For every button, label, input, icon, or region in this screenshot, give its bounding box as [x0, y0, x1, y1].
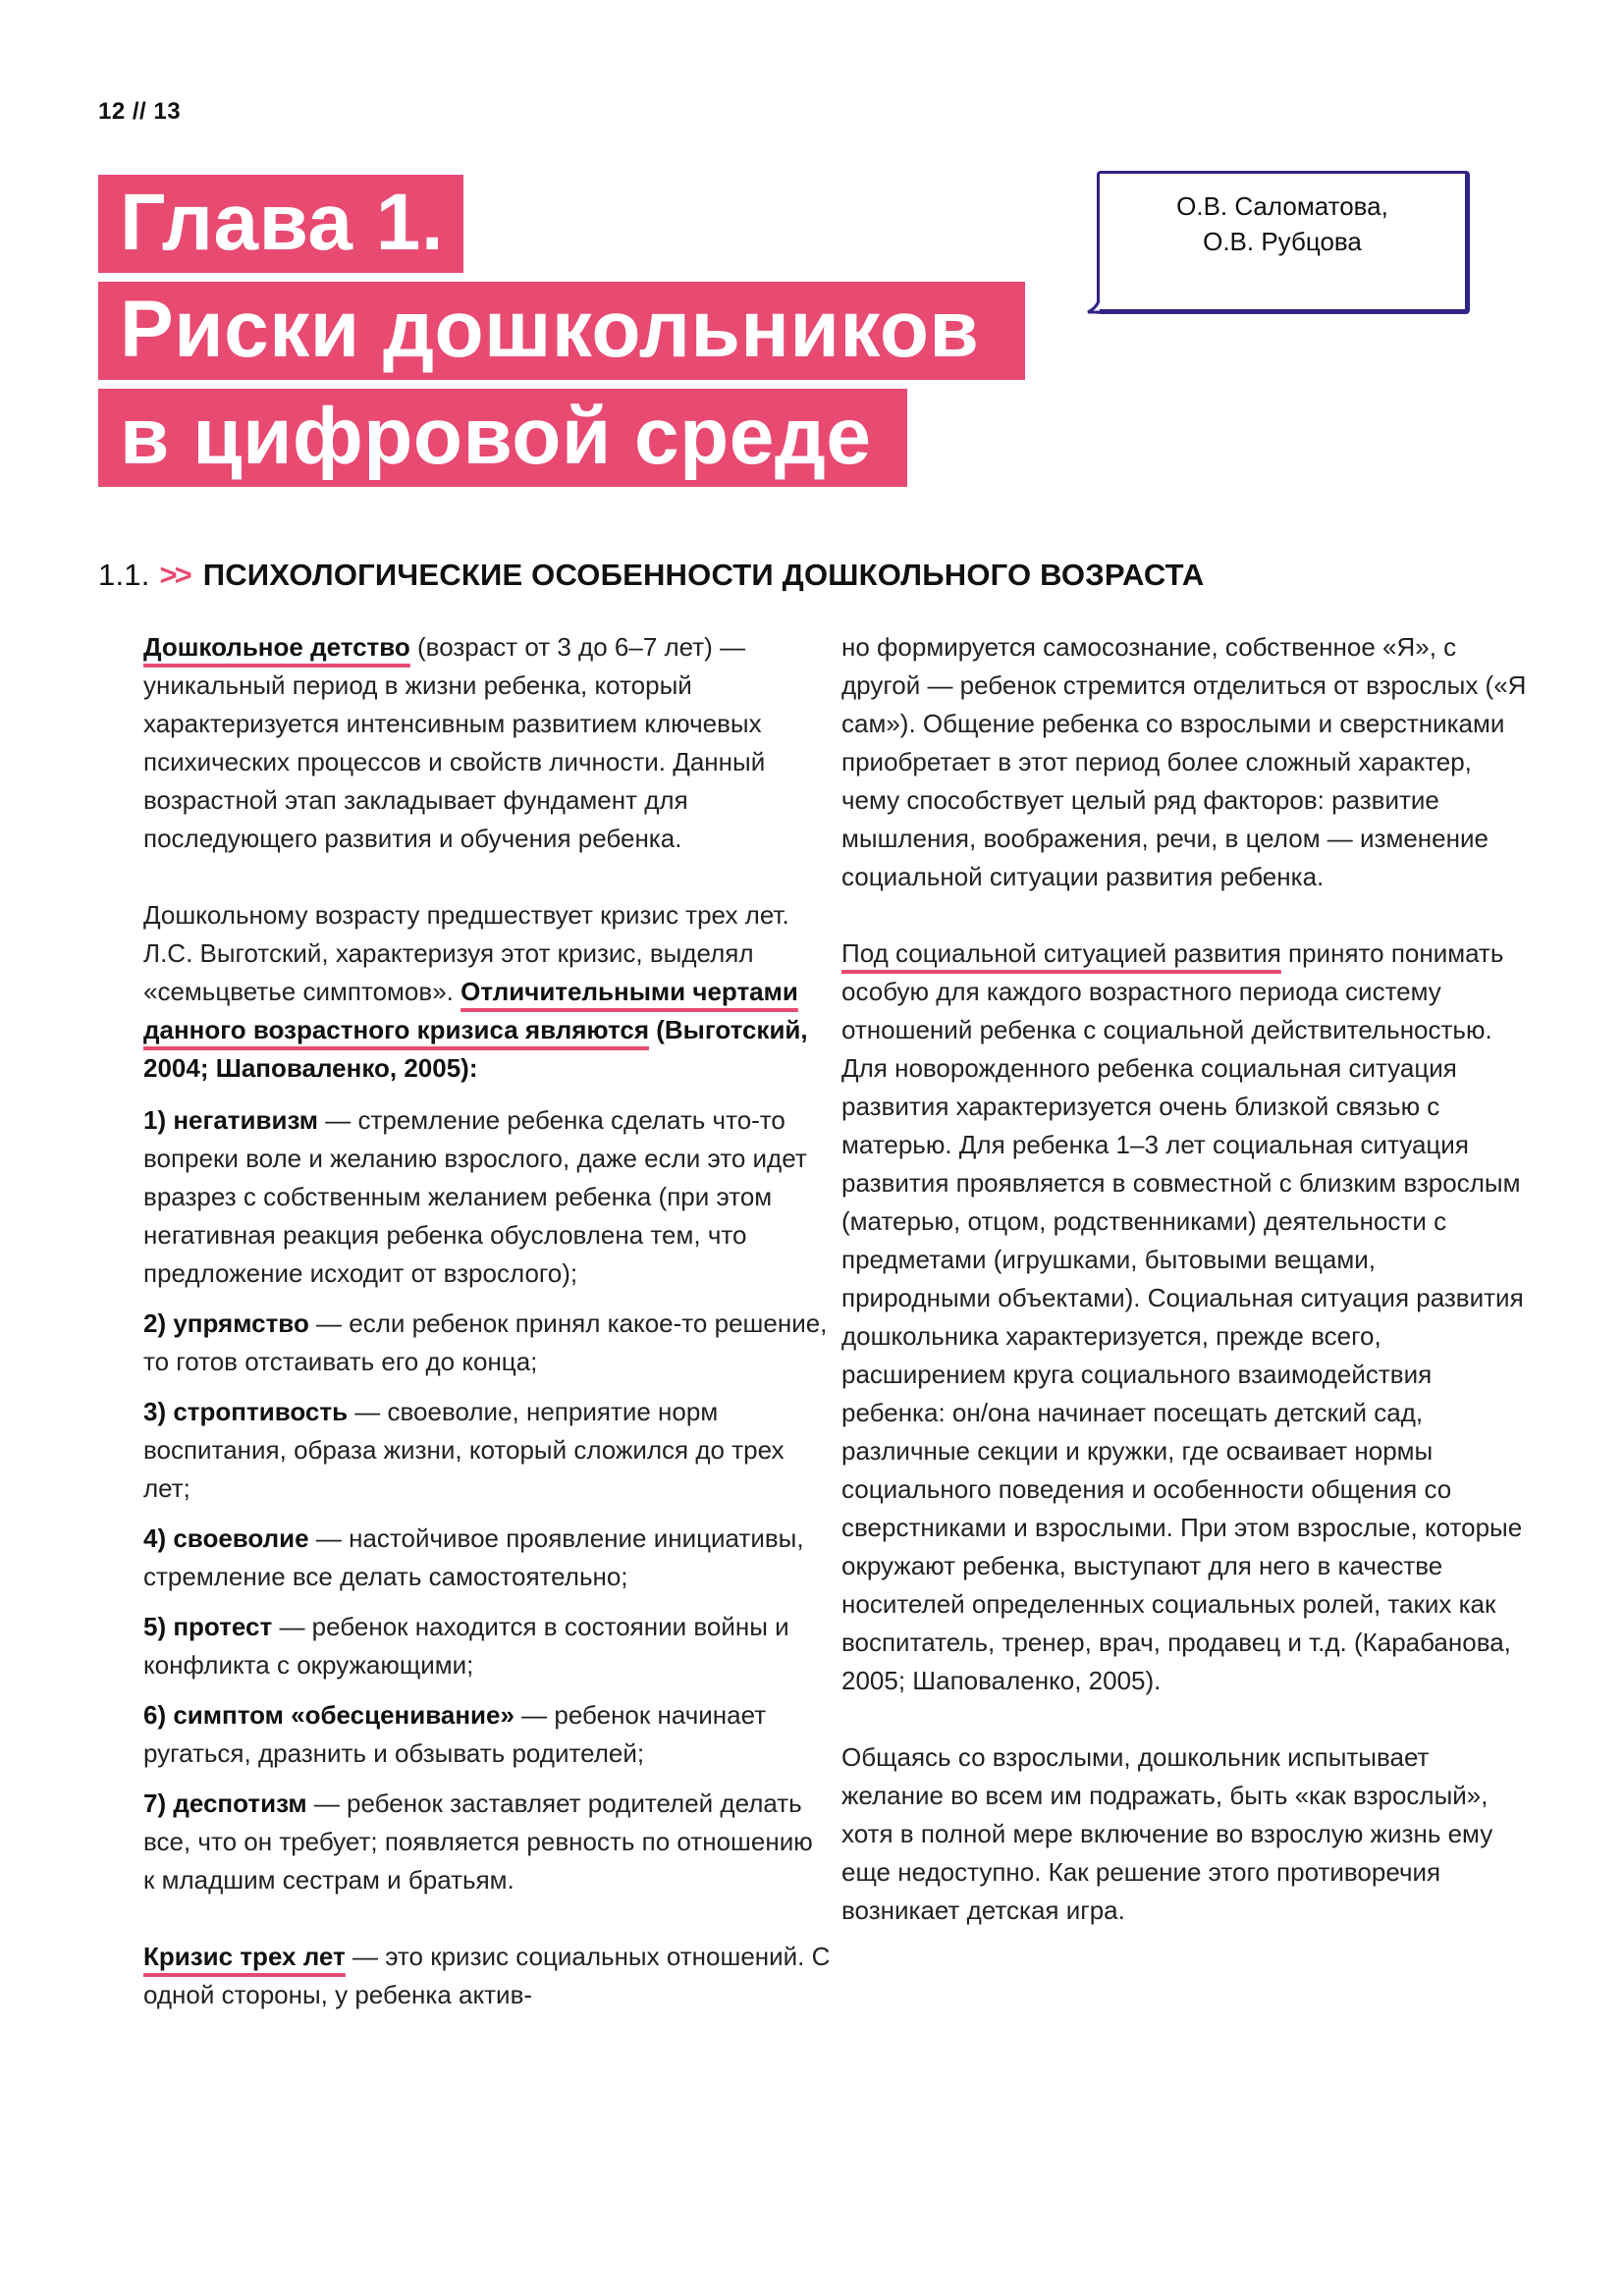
- list-item-term: 2) упрямство: [143, 1308, 309, 1338]
- paragraph: [841, 1738, 1529, 1930]
- list-item-term: 7) деспотизм: [143, 1789, 307, 1818]
- right-column: [841, 628, 1529, 1968]
- paragraph-text: Общаясь со взрослыми, дошкольник испытывает желание во всем им подражать, быть «как взрослый», хотя в полной мере включение во взрослую жизнь ему еще недоступно. Как решение этого противоречия возникает детская игра.: [841, 1742, 1493, 1925]
- paragraph-text: — это кризис социальных отношений. С одной стороны, у ребенка актив-: [143, 1942, 831, 2009]
- symptoms-list: [143, 1101, 831, 1899]
- authors-speech-bubble: [1097, 171, 1470, 314]
- paragraph: [143, 628, 831, 858]
- list-item-term: 6) симптом «обесценивание»: [143, 1700, 514, 1730]
- section-number: 1.1.: [98, 558, 150, 592]
- list-item: [143, 1101, 831, 1293]
- highlighted-term: Кризис трех лет: [143, 1942, 346, 1971]
- paragraph: [143, 1938, 831, 2014]
- highlighted-term: Дошкольное детство: [143, 632, 410, 662]
- left-column: [143, 628, 831, 2053]
- list-item-text: — ребенок заставляет родителей делать все, что он требует; появляется ревность по отношению к младшим сестрам и братьям.: [143, 1789, 813, 1895]
- chapter-title-line-3: в цифровой среде: [98, 389, 907, 487]
- paragraph-text: (возраст от 3 до 6–7 лет) — уникальный период в жизни ребенка, который характеризуется интенсивным развитием ключевых психических процессов и свойств личности. Данный возрастной этап закладывает фундамент для последующего развития и обучения ребенка.: [143, 632, 766, 853]
- list-item-text: — своеволие, неприятие норм воспитания, образа жизни, который сложился до трех лет;: [143, 1397, 785, 1503]
- list-item: [143, 1520, 831, 1596]
- list-item-text: — ребенок начинает ругаться, дразнить и обзывать родителей;: [143, 1700, 767, 1768]
- citation: (Выготский, 2004; Шаповаленко, 2005):: [143, 1015, 808, 1083]
- list-item: [143, 1608, 831, 1684]
- list-item-text: — настойчивое проявление инициативы, стремление все делать самостоятельно;: [143, 1523, 804, 1591]
- speech-bubble-tail-icon: [1086, 294, 1100, 314]
- list-item: [143, 1785, 831, 1899]
- chapter-title-line-1: Глава 1.: [98, 175, 463, 273]
- double-chevron-right-icon: >>: [159, 558, 189, 592]
- chapter-title-line-2: Риски дошкольников: [98, 282, 1025, 380]
- highlighted-term: Под социальной ситуацией развития: [841, 938, 1281, 968]
- list-item: [143, 1393, 831, 1508]
- paragraph: [841, 934, 1529, 1700]
- list-item-term: 4) своеволие: [143, 1523, 309, 1553]
- paragraph-text: Дошкольному возрасту предшествует кризис трех лет. Л.С. Выготский, характеризуя этот кризис, выделял «семьцветье симптомов».: [143, 900, 789, 1006]
- list-item-term: 1) негативизм: [143, 1105, 318, 1135]
- paragraph-text: принято понимать особую для каждого возрастного периода систему отношений ребенка с социальной действительностью. Для новорожденного ребенка социальная ситуация развития характеризуется очень близкой связью с матерью. Для ребенка 1–3 лет социальная ситуация развития проявляется в совместной с близким взрослым (матерью, отцом, родственниками) деятельности с предметами (игрушками, бытовыми вещами, природными объектами). Социальная ситуация развития дошкольника характеризуется, прежде всего, расширением круга социального взаимодействия ребенка: он/она начинает посещать детский сад, различные секции и кружки, где осваивает нормы социального поведения и особенности общения со сверстниками и взрослыми. При этом взрослые, которые окружают ребенка, выступают для него в качестве носителей определенных социальных ролей, таких как воспитатель, тренер, врач, продавец и т.д. (Карабанова, 2005; Шаповаленко, 2005).: [841, 938, 1524, 1695]
- list-item-text: — ребенок находится в состоянии войны и конфликта с окружающими;: [143, 1612, 789, 1680]
- section-title: ПСИХОЛОГИЧЕСКИЕ ОСОБЕННОСТИ ДОШКОЛЬНОГО ВОЗРАСТА: [202, 558, 1205, 592]
- paragraph: [841, 628, 1529, 896]
- list-item-text: — стремление ребенка сделать что-то вопреки воле и желанию взрослого, даже если это идет вразрез с собственным желанием ребенка (при этом негативная реакция ребенка обусловлена тем, что предложение исходит от взрослого);: [143, 1105, 807, 1288]
- list-item-term: 5) протест: [143, 1612, 273, 1641]
- author-name: О.В. Рубцова: [1203, 227, 1362, 256]
- list-item-text: — если ребенок принял какое-то решение, то готов отстаивать его до конца;: [143, 1308, 828, 1376]
- page-number: 12 // 13: [98, 98, 182, 125]
- paragraph-text: но формируется самосознание, собственное «Я», с другой — ребенок стремится отделиться от взрослых («Я сам»). Общение ребенка со взрослыми и сверстниками приобретает в этот период более сложный характер, чему способствует целый ряд факторов: развитие мышления, воображения, речи, в целом — изменение социальной ситуации развития ребенка.: [841, 632, 1527, 891]
- chapter-title: [98, 175, 1025, 496]
- list-item-term: 3) строптивость: [143, 1397, 349, 1426]
- list-item: [143, 1696, 831, 1773]
- paragraph: [143, 896, 831, 1088]
- highlighted-term: Отличительными чертами данного возрастного кризиса являются: [143, 977, 798, 1044]
- list-item: [143, 1305, 831, 1381]
- section-heading: [98, 558, 1204, 593]
- author-name: О.В. Саломатова,: [1176, 191, 1388, 221]
